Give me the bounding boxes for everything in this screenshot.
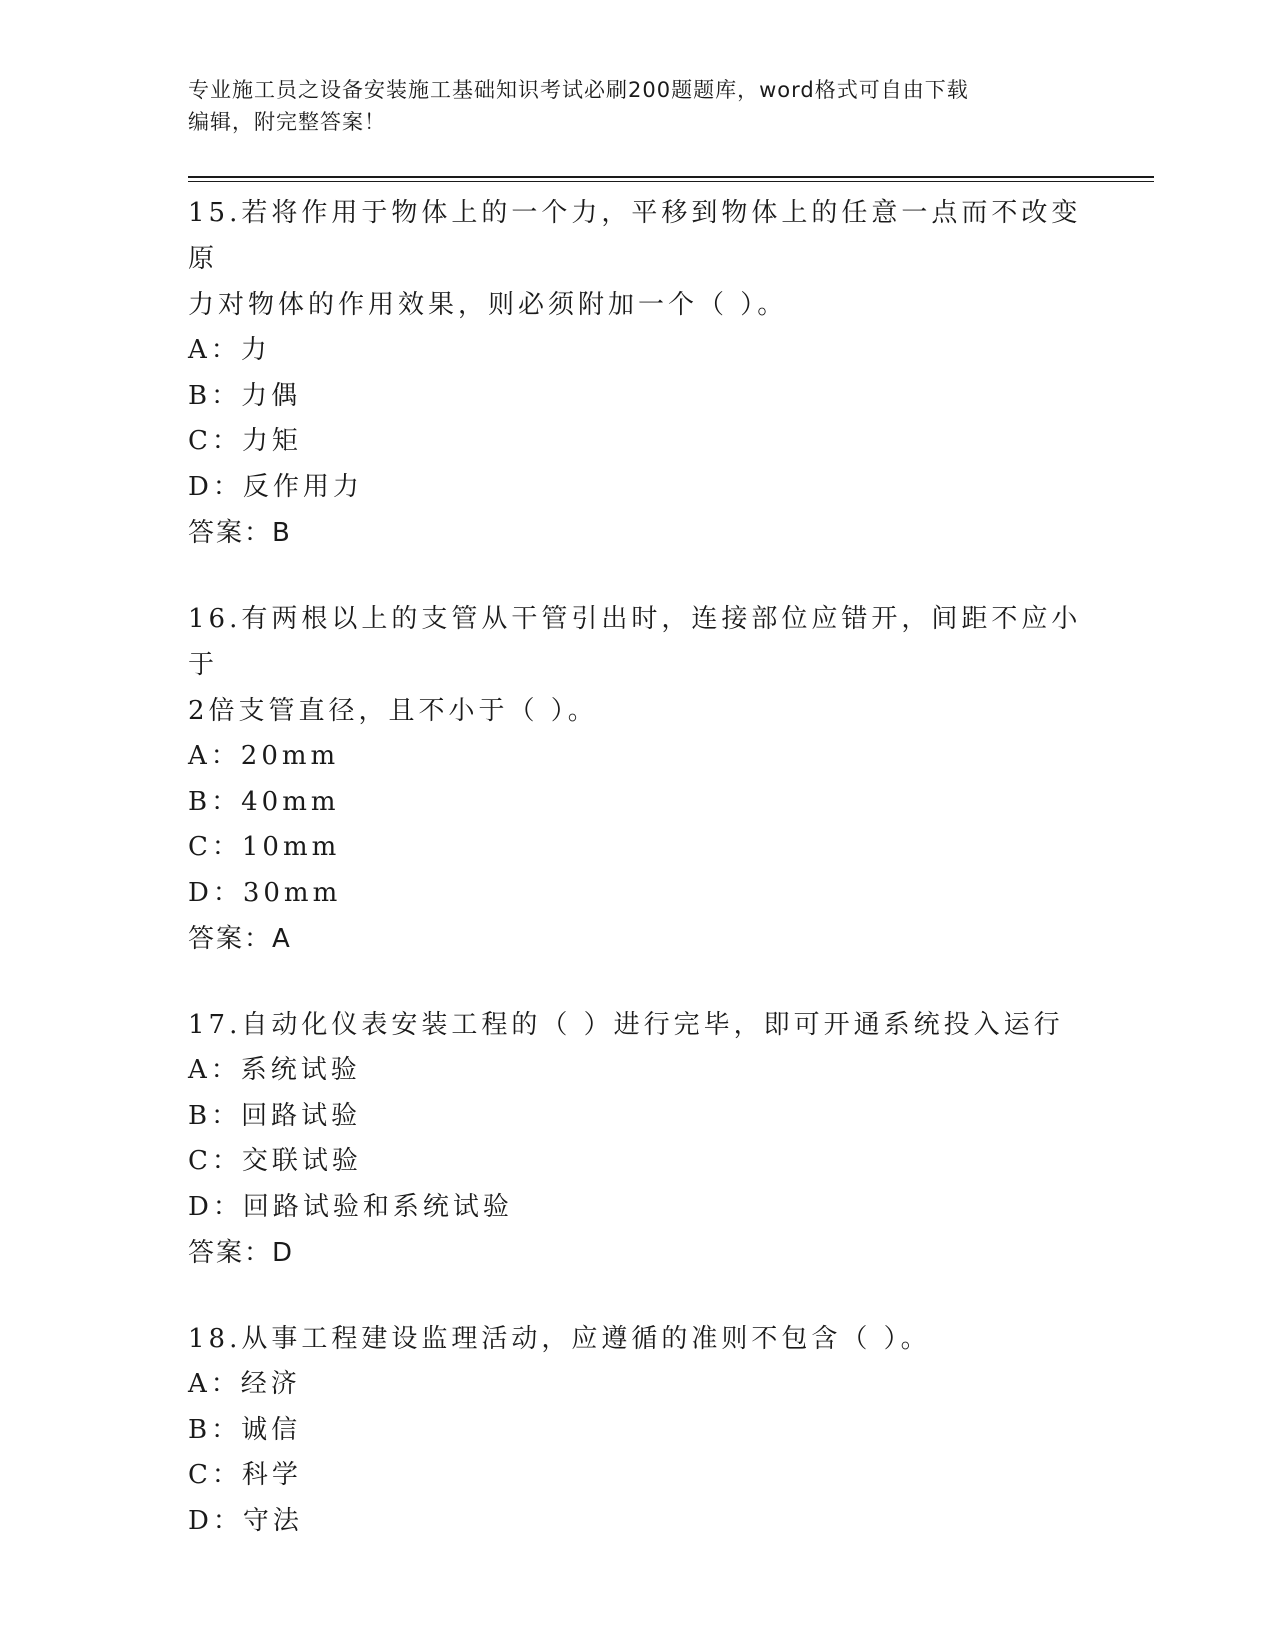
question-15-option-c: C：力矩 — [188, 426, 302, 456]
question-18-option-d: D：守法 — [188, 1505, 303, 1536]
question-16-option-a: A：20mm — [188, 741, 340, 771]
question-15-option-d: D：反作用力 — [188, 471, 363, 502]
header-divider-thin — [188, 181, 1154, 182]
question-17-option-a: A：系统试验 — [188, 1055, 361, 1085]
question-16-text-line-1: 16.有两根以上的支管从干管引出时，连接部位应错开，间距不应小于 — [188, 604, 1082, 680]
header-divider-thick — [188, 176, 1154, 178]
question-17-text-line-1: 17.自动化仪表安装工程的（ ）进行完毕，即可开通系统投入运行 — [188, 1010, 1064, 1040]
question-17-answer: 答案：D — [188, 1238, 295, 1268]
question-15-option-b: B：力偶 — [188, 380, 302, 411]
question-18-option-b: B：诚信 — [188, 1414, 302, 1445]
question-17-option-d: D：回路试验和系统试验 — [188, 1191, 513, 1222]
question-16-answer: 答案：A — [188, 924, 292, 954]
question-16-option-c: C：10mm — [188, 832, 341, 862]
question-17 — [188, 1002, 1088, 1276]
header-line-2: 编辑，附完整答案！ — [188, 110, 386, 134]
question-17-option-c: C：交联试验 — [188, 1146, 362, 1176]
question-18-option-a: A：经济 — [188, 1369, 301, 1399]
question-18-text-line-1: 18.从事工程建设监理活动，应遵循的准则不包含（ ）。 — [188, 1324, 931, 1354]
question-17-option-b: B：回路试验 — [188, 1100, 362, 1131]
question-18 — [188, 1316, 1088, 1544]
question-list — [188, 190, 1088, 1584]
question-16-text-line-2: 2倍支管直径，且不小于（ ）。 — [188, 696, 598, 726]
question-15-text-line-1: 15.若将作用于物体上的一个力，平移到物体上的任意一点而不改变原 — [188, 198, 1082, 274]
question-15 — [188, 190, 1088, 556]
document-header — [188, 74, 1068, 138]
header-line-1: 专业施工员之设备安装施工基础知识考试必刷200题题库，word格式可自由下载 — [188, 78, 969, 102]
question-16-option-d: D：30mm — [188, 877, 342, 908]
question-15-option-a: A：力 — [188, 335, 271, 365]
question-18-option-c: C：科学 — [188, 1460, 302, 1490]
question-15-answer: 答案：B — [188, 518, 292, 548]
question-15-text-line-2: 力对物体的作用效果，则必须附加一个（ ）。 — [188, 290, 788, 320]
question-16 — [188, 596, 1088, 962]
question-16-option-b: B：40mm — [188, 786, 340, 817]
